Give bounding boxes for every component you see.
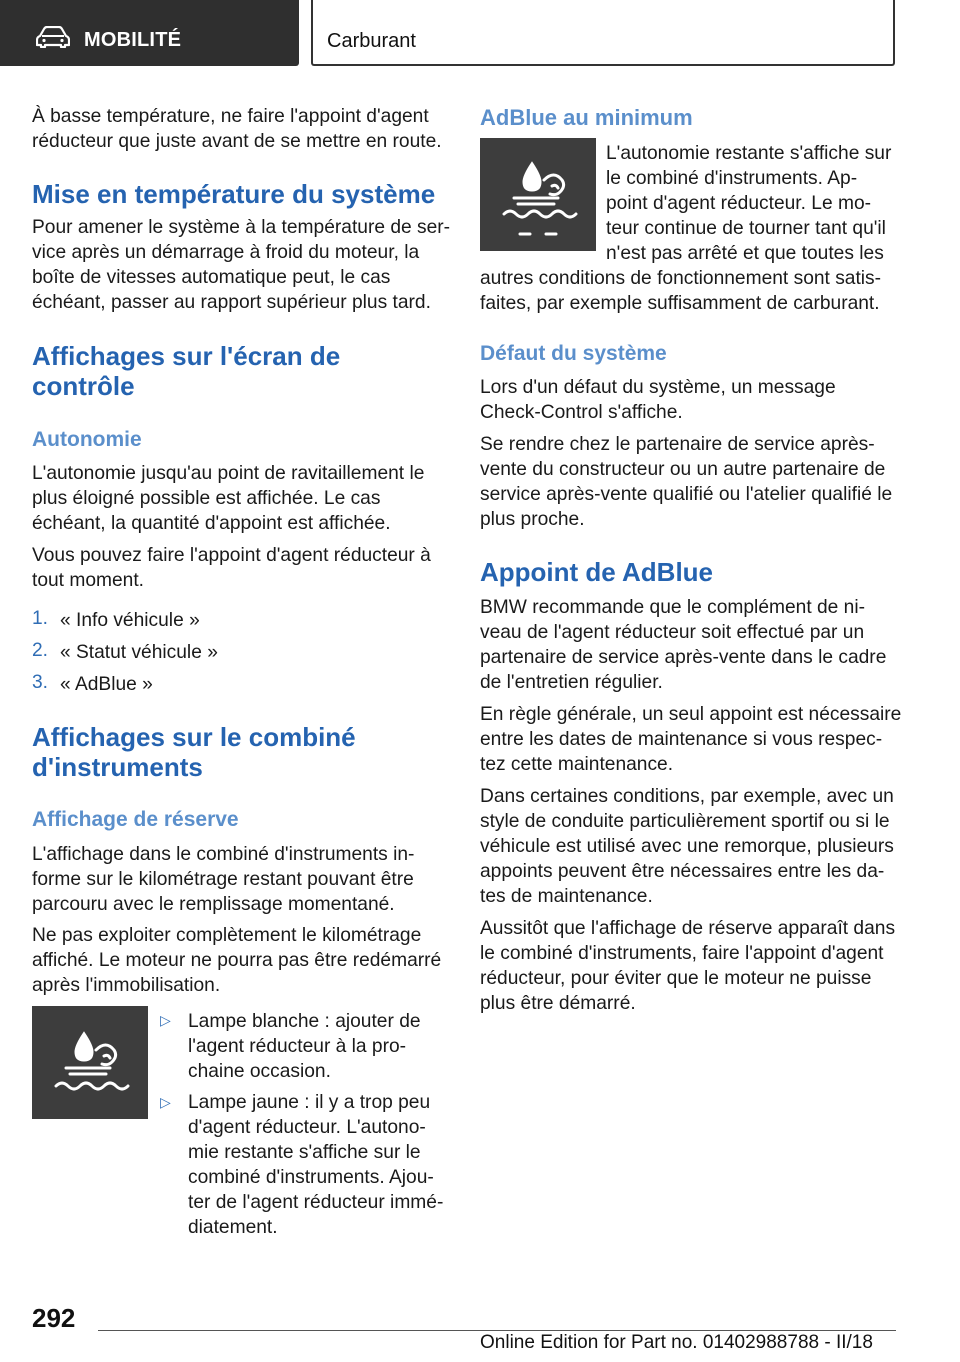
reserve-line-1: L'affichage dans le combiné d'instruments in- bbox=[32, 844, 415, 865]
appoint-line-16: plus être démarré. bbox=[480, 993, 636, 1014]
minimum-full-line-2: faites, par exemple suffisamment de carburant. bbox=[480, 293, 880, 314]
minimum-side-line-3: point d'agent réducteur. Le mo- bbox=[606, 193, 871, 214]
defaut-line-2: Check-Control s'affiche. bbox=[480, 402, 683, 423]
appoint-line-10: véhicule est utilisé avec une remorque, plusieurs bbox=[480, 836, 894, 857]
autonomie-line-3: échéant, la quantité d'appoint est affichée. bbox=[32, 513, 391, 534]
bullet-2-line-5: ter de l'agent réducteur immé- bbox=[188, 1192, 444, 1213]
section-tab bbox=[0, 0, 299, 66]
step-number: 2. bbox=[32, 640, 49, 661]
heading-defaut-systeme: Défaut du système bbox=[480, 342, 667, 365]
appoint-line-13: Aussitôt que l'affichage de réserve apparaît dans bbox=[480, 918, 896, 939]
appoint-line-7: tez cette maintenance. bbox=[480, 754, 674, 775]
heading-autonomie: Autonomie bbox=[32, 428, 142, 451]
bullet-2-line-2: d'agent réducteur. L'autono- bbox=[188, 1117, 426, 1138]
autonomie-line-5: tout moment. bbox=[32, 570, 144, 591]
reserve-line-3: parcouru avec le remplissage momentané. bbox=[32, 894, 395, 915]
appoint-line-8: Dans certaines conditions, par exemple, avec un bbox=[480, 786, 894, 807]
car-icon bbox=[36, 26, 70, 48]
intro-line-2: réducteur que juste avant de se mettre en route. bbox=[32, 131, 442, 152]
heading-appoint-adblue: Appoint de AdBlue bbox=[480, 557, 714, 587]
page-number: 292 bbox=[32, 1303, 76, 1333]
minimum-full-line-1: autres conditions de fonctionnement sont satis- bbox=[480, 268, 882, 289]
bullet-1-line-2: l'agent réducteur à la pro- bbox=[188, 1036, 407, 1057]
reserve-line-2: forme sur le kilométrage restant pouvant être bbox=[32, 869, 414, 890]
appoint-line-11: appoints peuvent être nécessaires entre les da- bbox=[480, 861, 885, 882]
footer-divider bbox=[98, 1330, 896, 1331]
bullet-2-line-6: diatement. bbox=[188, 1217, 278, 1238]
mise-line-2: vice après un démarrage à froid du moteur, la bbox=[32, 242, 420, 263]
autonomie-line-1: L'autonomie jusqu'au point de ravitaillement le bbox=[32, 463, 425, 484]
appoint-line-14: le combiné d'instruments, faire l'appoint d'agent bbox=[480, 943, 884, 964]
bullet-2-line-3: mie restante s'affiche sur le bbox=[188, 1142, 421, 1163]
bullet-marker-icon: ▷ bbox=[160, 1094, 171, 1110]
reserve-line-5: affiché. Le moteur ne pourra pas être redémarré bbox=[32, 950, 442, 971]
heading-affichage-reserve: Affichage de réserve bbox=[32, 808, 239, 831]
appoint-line-2: veau de l'agent réducteur soit effectué par un bbox=[480, 622, 865, 643]
defaut-line-3: Se rendre chez le partenaire de service après- bbox=[480, 434, 875, 455]
heading-affichages-combine-1: Affichages sur le combiné bbox=[32, 722, 356, 752]
autonomie-line-2: plus éloigné possible est affichée. Le cas bbox=[32, 488, 381, 509]
mise-line-4: échéant, passer au rapport supérieur plus tard. bbox=[32, 292, 431, 313]
bullet-2-line-4: combiné d'instruments. Ajou- bbox=[188, 1167, 434, 1188]
page-header bbox=[0, 0, 960, 66]
appoint-line-1: BMW recommande que le complément de ni- bbox=[480, 597, 865, 618]
topic-tab bbox=[311, 0, 895, 66]
minimum-side-line-4: teur continue de tourner tant qu'il bbox=[606, 218, 886, 239]
step-number: 3. bbox=[32, 672, 49, 693]
adblue-warning-icon bbox=[32, 1006, 148, 1119]
appoint-line-4: de l'entretien régulier. bbox=[480, 672, 663, 693]
appoint-line-15: réducteur, pour éviter que le moteur ne puisse bbox=[480, 968, 872, 989]
heading-affichages-ecran-2: contrôle bbox=[32, 371, 135, 401]
topic-label: Carburant bbox=[327, 30, 416, 52]
appoint-line-6: entre les dates de maintenance si vous respec- bbox=[480, 729, 883, 750]
reserve-line-4: Ne pas exploiter complètement le kilométrage bbox=[32, 925, 422, 946]
step-text: « Statut véhicule » bbox=[60, 642, 218, 663]
minimum-side-line-5: n'est pas arrêté et que toutes les bbox=[606, 243, 884, 264]
minimum-side-line-2: le combiné d'instruments. Ap- bbox=[606, 168, 858, 189]
appoint-line-5: En règle générale, un seul appoint est nécessaire bbox=[480, 704, 902, 725]
section-label: MOBILITÉ bbox=[84, 29, 182, 51]
defaut-line-1: Lors d'un défaut du système, un message bbox=[480, 377, 836, 398]
defaut-line-5: service après-vente qualifié ou l'atelier qualifié le bbox=[480, 484, 893, 505]
mise-line-1: Pour amener le système à la température de ser- bbox=[32, 217, 451, 238]
adblue-minimum-icon bbox=[480, 138, 596, 251]
heading-affichages-ecran-1: Affichages sur l'écran de bbox=[32, 341, 341, 371]
edition-text: Online Edition for Part no. 01402988788 - II/18 bbox=[480, 1332, 873, 1353]
minimum-side-line-1: L'autonomie restante s'affiche sur bbox=[606, 143, 892, 164]
bullet-1-line-1: Lampe blanche : ajouter de bbox=[188, 1011, 421, 1032]
appoint-line-3: partenaire de service après-vente dans le cadre bbox=[480, 647, 887, 668]
defaut-line-4: vente du constructeur ou un autre partenaire de bbox=[480, 459, 886, 480]
bullet-2-line-1: Lampe jaune : il y a trop peu bbox=[188, 1092, 431, 1113]
mise-line-3: boîte de vitesses automatique peut, le cas bbox=[32, 267, 391, 288]
defaut-line-6: plus proche. bbox=[480, 509, 585, 530]
step-number: 1. bbox=[32, 608, 49, 629]
appoint-line-12: tes de maintenance. bbox=[480, 886, 653, 907]
step-text: « AdBlue » bbox=[60, 674, 153, 695]
step-text: « Info véhicule » bbox=[60, 610, 200, 631]
bullet-marker-icon: ▷ bbox=[160, 1012, 171, 1028]
heading-adblue-minimum: AdBlue au minimum bbox=[480, 105, 693, 130]
intro-line-1: À basse température, ne faire l'appoint d'agent bbox=[32, 106, 429, 127]
appoint-line-9: style de conduite particulièrement sportif ou si le bbox=[480, 811, 890, 832]
heading-affichages-combine-2: d'instruments bbox=[32, 752, 203, 782]
heading-mise-en-temperature: Mise en température du système bbox=[32, 179, 436, 209]
reserve-line-6: après l'immobilisation. bbox=[32, 975, 221, 996]
bullet-1-line-3: chaine occasion. bbox=[188, 1061, 331, 1082]
autonomie-line-4: Vous pouvez faire l'appoint d'agent réducteur à bbox=[32, 545, 431, 566]
